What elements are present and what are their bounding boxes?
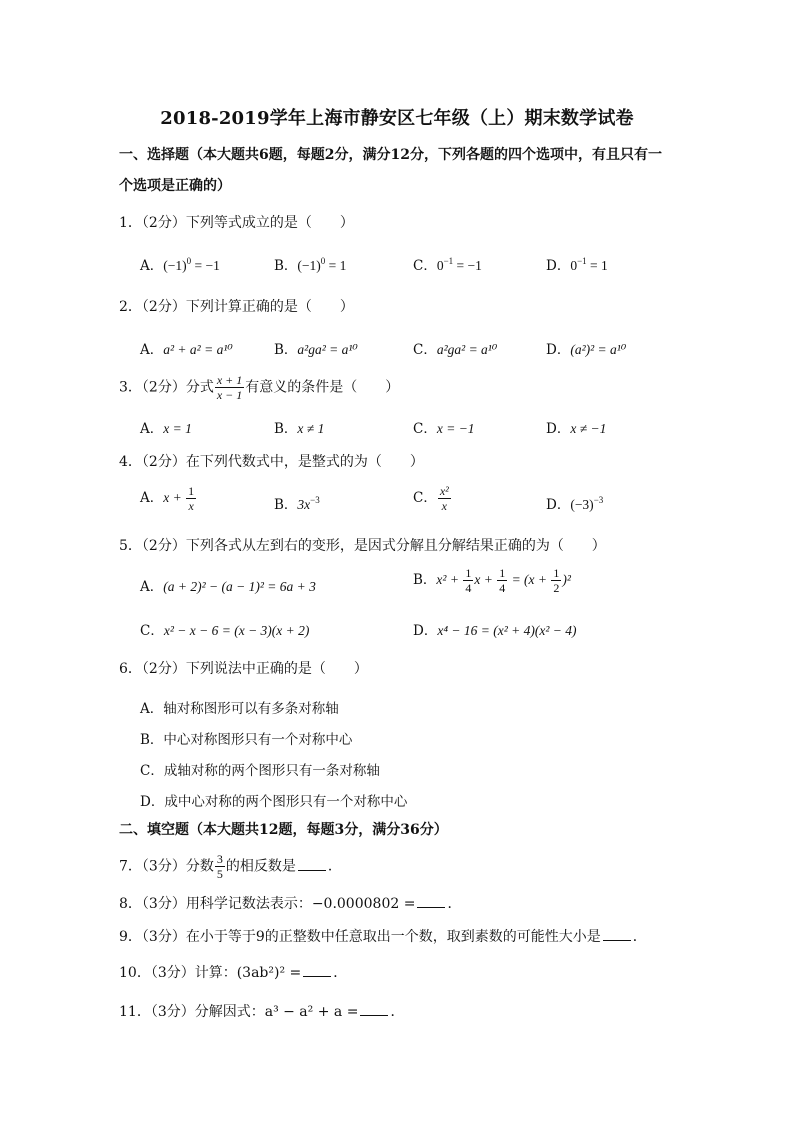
question-8: 8．（3分）用科学记数法表示：−0.0000802 = ．	[119, 896, 462, 912]
question-3-stem: 3．（2分）分式 $\frac{x + 1}{x - 1}$ 有意义的条件是（ ）	[119, 373, 400, 402]
q3-option-b: B．x ≠ 1	[274, 421, 325, 437]
q4-option-a: A．x + $\frac{1}{x}$	[140, 484, 195, 513]
question-5-stem: 5．（2分）下列各式从左到右的变形，是因式分解且分解结果正确的为（ ）	[119, 538, 606, 554]
q1-option-c: C．$0^{-1} = -1$	[413, 256, 482, 274]
q8-answer-blank[interactable]	[417, 895, 445, 908]
q6-option-d: D．成中心对称的两个图形只有一个对称中心	[140, 794, 408, 810]
section2-heading: 二、填空题（本大题共12题，每题3分，满分36分）	[119, 822, 448, 838]
q3-option-a: A．x = 1	[140, 421, 192, 437]
section1-heading-line1: 一、选择题（本大题共6题，每题2分，满分12分，下列各题的四个选项中，有且只有一	[119, 147, 662, 163]
q1-option-d: D．$0^{-1} = 1$	[546, 256, 608, 274]
q4-option-d: D．$(-3)^{-3}$	[546, 495, 604, 513]
q10-answer-blank[interactable]	[303, 964, 331, 977]
q6-option-b: B．中心对称图形只有一个对称中心	[140, 732, 353, 748]
question-2-stem: 2．（2分）下列计算正确的是（ ）	[119, 299, 354, 315]
question-7: 7．（3分）分数 $\frac{3}{5}$ 的相反数是 ．	[119, 852, 342, 881]
q3-option-d: D．x ≠ −1	[546, 421, 607, 437]
q6-option-c: C．成轴对称的两个图形只有一条对称轴	[140, 763, 380, 779]
q7-answer-blank[interactable]	[298, 858, 326, 871]
question-1-stem: 1．（2分）下列等式成立的是（ ）	[119, 215, 354, 231]
q1-option-b: B．$(-1)^0 = 1$	[274, 256, 347, 274]
q5-option-b: B．x² + $\frac{1}{4}$ x + $\frac{1}{4}$ = (x + $\frac{1}{2}$ )²	[413, 566, 571, 595]
q5-option-c: C．x² − x − 6 = (x − 3)(x + 2)	[140, 623, 310, 639]
q3-fraction: $\frac{x + 1}{x - 1}$	[216, 373, 243, 402]
page-title: 2018-2019学年上海市静安区七年级（上）期末数学试卷	[160, 108, 634, 129]
question-4-stem: 4．（2分）在下列代数式中，是整式的为（ ）	[119, 454, 424, 470]
question-10: 10．（3分）计算：(3ab²)² = ．	[119, 965, 348, 981]
q2-option-b: B．a²ga² = a¹⁰	[274, 342, 358, 358]
q5-option-a: A．(a + 2)² − (a − 1)² = 6a + 3	[140, 579, 316, 595]
q2-option-c: C．a²ga² = a¹⁰	[413, 342, 498, 358]
q4-option-b: B．$3x^{-3}$	[274, 495, 320, 513]
q1-option-a: A．$(-1)^0 = -1$	[140, 256, 220, 274]
q6-option-a: A．轴对称图形可以有多条对称轴	[140, 701, 339, 717]
section1-heading-line2: 个选项是正确的）	[119, 178, 231, 194]
question-11: 11．（3分）分解因式：a³ − a² + a = ．	[119, 1004, 405, 1020]
q5-option-d: D．x⁴ − 16 = (x² + 4)(x² − 4)	[413, 623, 577, 639]
q2-option-d: D．(a²)² = a¹⁰	[546, 342, 627, 358]
q11-answer-blank[interactable]	[360, 1003, 388, 1016]
q4-option-c: C． $\frac{\text{x²}}{x}$	[413, 484, 449, 513]
q2-option-a: A．a² + a² = a¹⁰	[140, 342, 233, 358]
q9-answer-blank[interactable]	[603, 928, 631, 941]
q3-option-c: C．x = −1	[413, 421, 475, 437]
question-6-stem: 6．（2分）下列说法中正确的是（ ）	[119, 661, 368, 677]
question-9: 9．（3分）在小于等于9的正整数中任意取出一个数，取到素数的可能性大小是 ．	[119, 929, 647, 945]
